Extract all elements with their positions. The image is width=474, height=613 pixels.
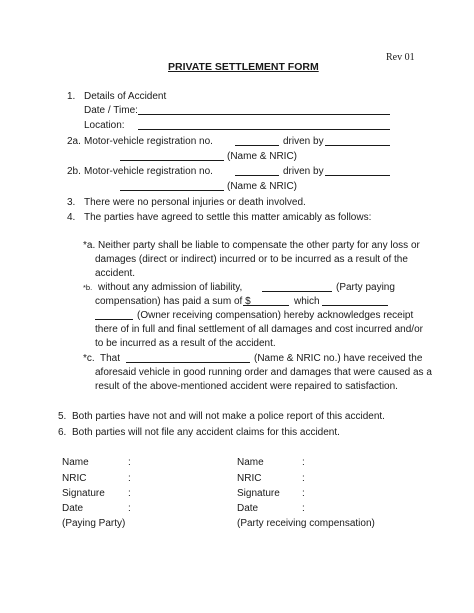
revision-label: Rev 01 [386,52,415,63]
right-signature-label: Signature [237,488,280,499]
section-1-number: 1. [67,91,76,102]
option-a-line-1: *a. Neither party shall be liable to compensate the other party for any loss or [83,240,420,251]
receiving-party-role: (Party receiving compensation) [237,518,375,529]
right-date-colon: : [302,503,305,514]
date-time-label: Date / Time: [84,105,138,116]
option-c-line-2: aforesaid vehicle in good running order and damages that were caused as a [95,367,432,378]
section-4-text: The parties have agreed to settle this matter amicably as follows: [84,212,372,223]
option-b-line-1b: (Party paying [336,282,395,293]
vehicle-b-driver-field[interactable] [325,166,390,180]
section-2a-driven-by: driven by [283,136,324,147]
section-2a-number: 2a. [67,136,81,147]
left-date-colon: : [128,503,131,514]
vehicle-b-driver-name-field[interactable] [120,181,224,195]
location-field[interactable] [138,120,390,134]
option-b-line-2a: compensation) has paid a sum of $ [95,296,251,307]
amount-field[interactable] [243,296,289,310]
section-5-number: 5. [58,411,67,422]
left-signature-label: Signature [62,488,105,499]
left-name-label: Name [62,457,89,468]
option-b-line-3: (Owner receiving compensation) hereby acknowledges receipt [137,310,414,321]
section-6-number: 6. [58,427,67,438]
paying-party-role: (Paying Party) [62,518,126,529]
option-a-line-3: accident. [95,268,136,279]
option-a-line-2: damages (direct or indirect) incurred or to be incurred as a result of the [95,254,408,265]
vehicle-a-registration-field[interactable] [235,136,279,150]
section-2a-text: Motor-vehicle registration no. [84,136,213,147]
section-3-number: 3. [67,197,76,208]
section-1-heading: Details of Accident [84,91,167,102]
vehicle-a-driver-name-field[interactable] [120,151,224,165]
receiving-owner-field-b[interactable] [95,310,133,324]
section-2b-driven-by: driven by [283,166,324,177]
option-c-line-3: result of the above-mentioned accident were repaired to satisfaction. [95,381,398,392]
section-2b-name-nric: (Name & NRIC) [227,181,298,192]
option-b-marker: *b. [83,283,93,292]
left-name-colon: : [128,457,131,468]
option-c-line-1a: That [100,353,121,364]
paying-party-field[interactable] [262,282,332,296]
option-b-line-1a: without any admission of liability, [98,282,243,293]
left-nric-label: NRIC [62,473,87,484]
right-signature-colon: : [302,488,305,499]
location-label: Location: [84,120,125,131]
vehicle-a-driver-field[interactable] [325,136,390,150]
section-2b-text: Motor-vehicle registration no. [84,166,213,177]
option-b-line-5: to be incurred as a result of the accident. [95,338,276,349]
left-nric-colon: : [128,473,131,484]
form-title: PRIVATE SETTLEMENT FORM [168,61,319,73]
right-nric-label: NRIC [237,473,262,484]
right-nric-colon: : [302,473,305,484]
right-name-label: Name [237,457,264,468]
option-b-line-4: there of in full and final settlement of all damages and cost incurred and/or [95,324,423,335]
receiving-owner-field-a[interactable] [322,296,388,310]
section-6-text: Both parties will not file any accident claims for this accident. [72,427,340,438]
left-date-label: Date [62,503,84,514]
section-4-number: 4. [67,212,76,223]
option-b-line-2b: which [294,296,320,307]
section-3-text: There were no personal injuries or death involved. [84,197,306,208]
right-name-colon: : [302,457,305,468]
vehicle-b-registration-field[interactable] [235,166,279,180]
option-c-marker: *c. [83,353,95,364]
option-c-line-1b: (Name & NRIC no.) have received the [254,353,423,364]
section-2a-name-nric: (Name & NRIC) [227,151,298,162]
date-time-field[interactable] [138,105,390,119]
left-signature-colon: : [128,488,131,499]
receiver-name-field[interactable] [126,353,250,367]
section-2b-number: 2b. [67,166,81,177]
right-date-label: Date [237,503,259,514]
section-5-text: Both parties have not and will not make a police report of this accident. [72,411,385,422]
